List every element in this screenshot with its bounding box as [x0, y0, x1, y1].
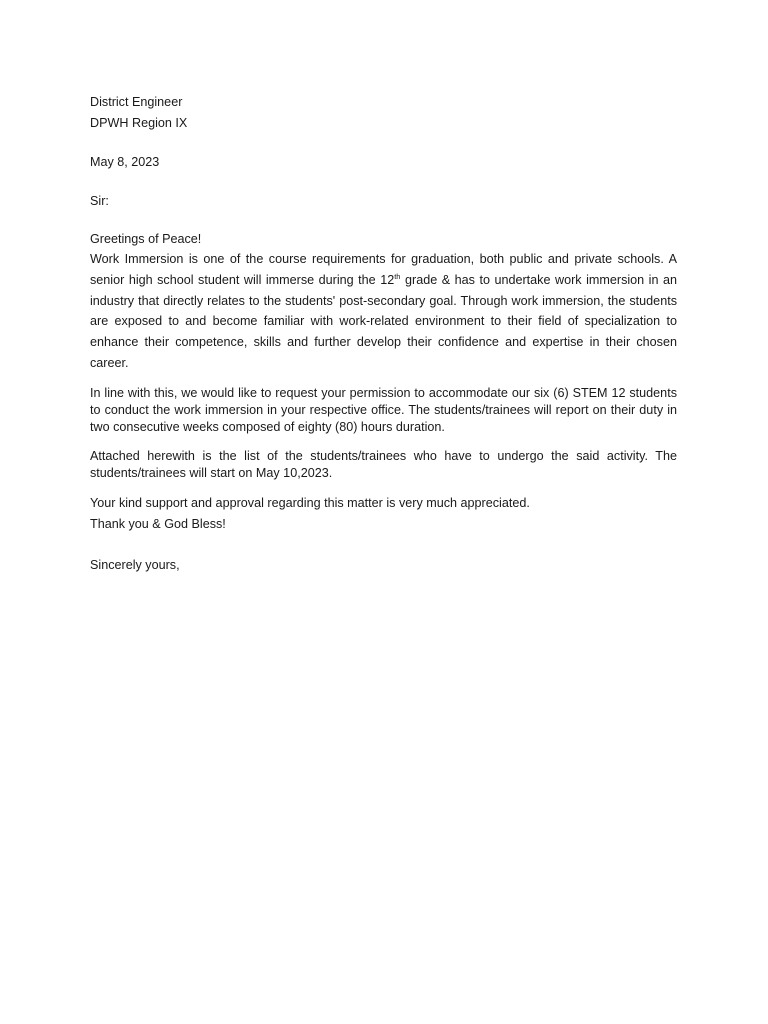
paragraph-request: In line with this, we would like to request your permission to accommodate our six (6) STEM 12 students to conduct the work immersion in your respective office. The students/trainees will report on their duty in two consecutive weeks composed of eighty (80) hours duration.	[90, 385, 677, 434]
paragraph-work-immersion	[90, 249, 677, 374]
letter-date: May 8, 2023	[90, 155, 160, 169]
appreciation-line: Your kind support and approval regarding this matter is very much appreciated.	[90, 495, 530, 510]
superscript-th: th	[394, 271, 401, 281]
salutation: Sir:	[90, 194, 109, 208]
greeting: Greetings of Peace!	[90, 232, 202, 246]
closing-line: Sincerely yours,	[90, 557, 180, 572]
letter-page	[90, 92, 677, 575]
thanks-line: Thank you & God Bless!	[90, 516, 226, 531]
paragraph-attachment: Attached herewith is the list of the students/trainees who have to undergo the said activity. The students/trainees will start on May 10,2023.	[90, 448, 677, 480]
recipient-title: District Engineer	[90, 95, 183, 109]
recipient-office: DPWH Region IX	[90, 116, 188, 130]
paragraph-work-immersion-part-2: grade & has to undertake work immersion in an industry that directly relates to the students' post-secondary goal. Through work immersion, the students are exposed to and become familiar with work-related environment to their field of specialization to enhance their competence, skills and further develop their confidence and expertise in their chosen career.	[90, 272, 678, 370]
paragraph-work-immersion-part-1: Work Immersion is one of the course requirements for graduation, both public and private schools. A senior high school student will immerse during the 12	[90, 252, 677, 287]
